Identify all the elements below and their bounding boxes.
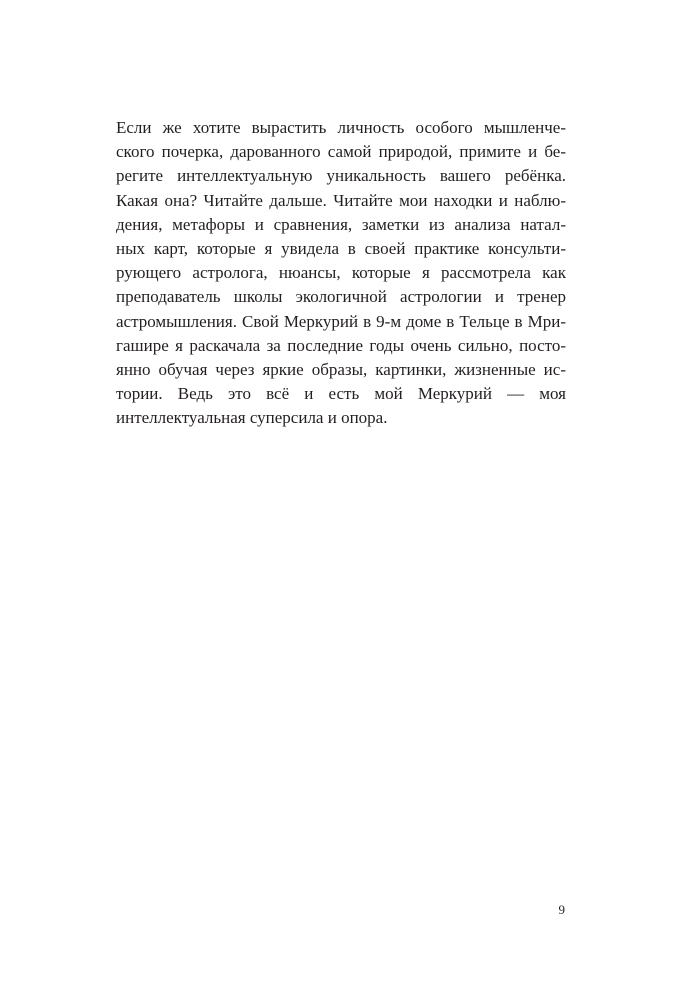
paragraph-line: Какая она? Читайте дальше. Читайте мои находки и наблю- [116,190,566,210]
paragraph-line: преподаватель школы экологичной астрологии и тренер [116,287,566,307]
paragraph-line: астромышления. Свой Меркурий в 9-м доме в Тельце в Мри- [116,311,566,331]
paragraph-line: ского почерка, дарованного самой природой, примите и бе- [116,142,566,162]
paragraph-line: гашире я раскачала за последние годы очень сильно, посто- [116,335,566,355]
body-paragraph [116,116,566,430]
paragraph-line: регите интеллектуальную уникальность вашего ребёнка. [116,166,566,186]
paragraph-line: янно обучая через яркие образы, картинки, жизненные ис- [116,359,566,379]
paragraph-line: ных карт, которые я увидела в своей практике консульти- [116,238,566,258]
paragraph-line: интеллектуальная суперсила и опора. [116,408,388,428]
paragraph-line: тории. Ведь это всё и есть мой Меркурий — моя [116,384,566,404]
page-number: 9 [558,902,565,917]
paragraph-line: Если же хотите вырастить личность особого мышленче- [116,118,566,137]
paragraph-line: рующего астролога, нюансы, которые я рассмотрела как [116,263,566,283]
paragraph-line: дения, метафоры и сравнения, заметки из анализа натал- [116,214,566,234]
